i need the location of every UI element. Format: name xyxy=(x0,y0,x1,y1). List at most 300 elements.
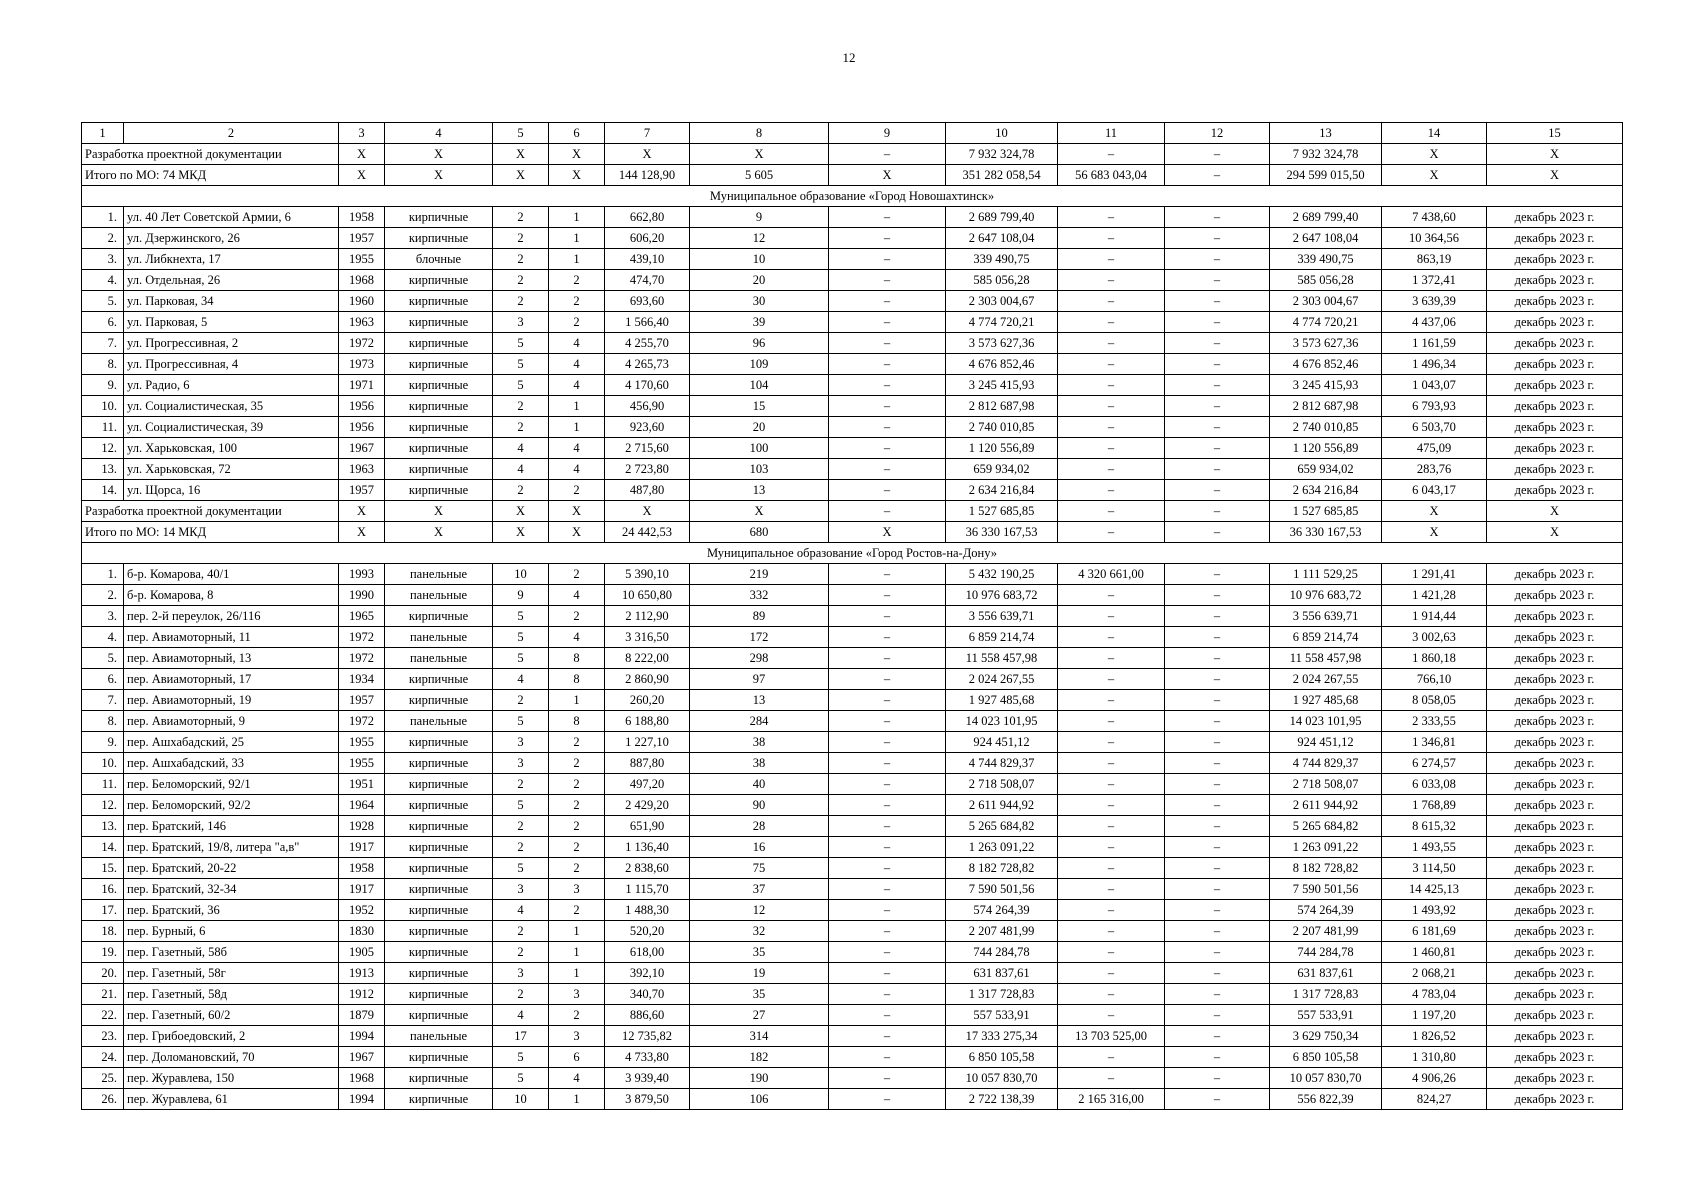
table-cell: Х xyxy=(1382,501,1487,522)
table-cell: декабрь 2023 г. xyxy=(1487,837,1623,858)
table-cell: декабрь 2023 г. xyxy=(1487,1068,1623,1089)
row-number: 10. xyxy=(82,396,124,417)
table-cell: – xyxy=(1165,501,1270,522)
table-cell: кирпичные xyxy=(385,270,493,291)
table-cell: 10 364,56 xyxy=(1382,228,1487,249)
table-cell: – xyxy=(1165,648,1270,669)
table-cell: 4 906,26 xyxy=(1382,1068,1487,1089)
address-cell: пер. Газетный, 60/2 xyxy=(124,1005,339,1026)
table-cell: 2 429,20 xyxy=(605,795,690,816)
table-cell: 104 xyxy=(690,375,829,396)
table-cell: 3 xyxy=(493,879,549,900)
table-row xyxy=(82,837,1623,858)
table-row xyxy=(82,963,1623,984)
table-cell: 2 xyxy=(549,291,605,312)
table-cell: Х xyxy=(385,165,493,186)
table-cell: 20 xyxy=(690,270,829,291)
table-cell: 2 112,90 xyxy=(605,606,690,627)
table-cell: 3 xyxy=(493,312,549,333)
table-cell: 2 xyxy=(549,900,605,921)
table-cell: – xyxy=(1165,459,1270,480)
table-cell: 1958 xyxy=(339,207,385,228)
row-number: 9. xyxy=(82,732,124,753)
column-number-header: 12 xyxy=(1165,123,1270,144)
address-cell: пер. Грибоедовский, 2 xyxy=(124,1026,339,1047)
table-row xyxy=(82,417,1623,438)
table-cell: – xyxy=(829,270,946,291)
table-cell: – xyxy=(1165,1005,1270,1026)
table-row xyxy=(82,648,1623,669)
table-cell: 8 xyxy=(549,711,605,732)
table-cell: 6 274,57 xyxy=(1382,753,1487,774)
table-cell: 7 590 501,56 xyxy=(946,879,1058,900)
table-cell: 3 316,50 xyxy=(605,627,690,648)
table-cell: 38 xyxy=(690,732,829,753)
address-cell: пер. Авиамоторный, 11 xyxy=(124,627,339,648)
table-cell: 1 310,80 xyxy=(1382,1047,1487,1068)
column-number-header: 6 xyxy=(549,123,605,144)
table-cell: 1972 xyxy=(339,648,385,669)
table-cell: 6 859 214,74 xyxy=(1270,627,1382,648)
table-cell: декабрь 2023 г. xyxy=(1487,207,1623,228)
table-cell: 11 558 457,98 xyxy=(1270,648,1382,669)
table-cell: 2 xyxy=(549,480,605,501)
table-cell: – xyxy=(829,396,946,417)
table-row xyxy=(82,942,1623,963)
table-cell: – xyxy=(1165,732,1270,753)
table-cell: 2 xyxy=(493,270,549,291)
table-cell: 5 xyxy=(493,606,549,627)
table-cell: – xyxy=(829,753,946,774)
table-cell: – xyxy=(1058,480,1165,501)
table-row xyxy=(82,858,1623,879)
table-cell: 3 245 415,93 xyxy=(1270,375,1382,396)
table-cell: – xyxy=(1165,690,1270,711)
table-cell: 2 740 010,85 xyxy=(1270,417,1382,438)
table-cell: – xyxy=(829,1047,946,1068)
table-cell: – xyxy=(1165,1089,1270,1110)
table-cell: 1 927 485,68 xyxy=(1270,690,1382,711)
table-row xyxy=(82,732,1623,753)
table-cell: Х xyxy=(493,501,549,522)
table-cell: 3 939,40 xyxy=(605,1068,690,1089)
table-cell: 13 xyxy=(690,690,829,711)
table-cell: 1 421,28 xyxy=(1382,585,1487,606)
table-cell: 2 xyxy=(493,942,549,963)
table-cell: декабрь 2023 г. xyxy=(1487,627,1623,648)
table-cell: – xyxy=(829,354,946,375)
table-cell: – xyxy=(1165,354,1270,375)
table-cell: 6 859 214,74 xyxy=(946,627,1058,648)
table-cell: – xyxy=(829,606,946,627)
table-cell: 1 488,30 xyxy=(605,900,690,921)
address-cell: пер. 2-й переулок, 26/116 xyxy=(124,606,339,627)
table-cell: 2 024 267,55 xyxy=(946,669,1058,690)
table-cell: 8 222,00 xyxy=(605,648,690,669)
table-cell: 5 xyxy=(493,1047,549,1068)
table-cell: 923,60 xyxy=(605,417,690,438)
address-cell: пер. Братский, 20-22 xyxy=(124,858,339,879)
table-cell: 2 xyxy=(549,816,605,837)
table-cell: – xyxy=(1058,837,1165,858)
table-row xyxy=(82,270,1623,291)
table-cell: – xyxy=(1165,165,1270,186)
table-cell: Х xyxy=(1382,522,1487,543)
table-cell: кирпичные xyxy=(385,459,493,480)
table-cell: Х xyxy=(1487,165,1623,186)
table-cell: кирпичные xyxy=(385,333,493,354)
table-row xyxy=(82,354,1623,375)
table-cell: кирпичные xyxy=(385,732,493,753)
address-cell: б-р. Комарова, 8 xyxy=(124,585,339,606)
table-cell: кирпичные xyxy=(385,312,493,333)
row-number: 11. xyxy=(82,774,124,795)
table-cell: – xyxy=(1058,669,1165,690)
column-number-header: 7 xyxy=(605,123,690,144)
table-cell: – xyxy=(1165,270,1270,291)
table-cell: – xyxy=(1058,816,1165,837)
table-cell: 1 372,41 xyxy=(1382,270,1487,291)
table-cell: 4 xyxy=(549,375,605,396)
table-cell: 1 860,18 xyxy=(1382,648,1487,669)
table-cell: 3 xyxy=(493,963,549,984)
table-cell: 1913 xyxy=(339,963,385,984)
table-cell: Х xyxy=(339,165,385,186)
table-cell: 1 xyxy=(549,228,605,249)
table-cell: Х xyxy=(549,165,605,186)
column-number-header: 13 xyxy=(1270,123,1382,144)
table-cell: – xyxy=(1165,795,1270,816)
row-number: 23. xyxy=(82,1026,124,1047)
table-cell: 1990 xyxy=(339,585,385,606)
table-cell: 1 xyxy=(549,963,605,984)
table-cell: декабрь 2023 г. xyxy=(1487,648,1623,669)
table-cell: 5 xyxy=(493,354,549,375)
table-row xyxy=(82,1068,1623,1089)
table-cell: 1960 xyxy=(339,291,385,312)
table-cell: кирпичные xyxy=(385,207,493,228)
table-cell: – xyxy=(1058,984,1165,1005)
table-cell: – xyxy=(1165,984,1270,1005)
table-cell: 27 xyxy=(690,1005,829,1026)
table-cell: – xyxy=(829,438,946,459)
table-row xyxy=(82,1089,1623,1110)
table-row xyxy=(82,1047,1623,1068)
table-cell: – xyxy=(1165,564,1270,585)
table-cell: – xyxy=(1058,942,1165,963)
row-number: 1. xyxy=(82,207,124,228)
summary-row xyxy=(82,522,1623,543)
table-row xyxy=(82,375,1623,396)
table-row xyxy=(82,627,1623,648)
table-cell: декабрь 2023 г. xyxy=(1487,732,1623,753)
address-cell: ул. Социалистическая, 39 xyxy=(124,417,339,438)
table-cell: 14 023 101,95 xyxy=(1270,711,1382,732)
table-cell: 2 xyxy=(549,564,605,585)
table-cell: 24 442,53 xyxy=(605,522,690,543)
table-cell: 12 735,82 xyxy=(605,1026,690,1047)
table-cell: 2 165 316,00 xyxy=(1058,1089,1165,1110)
row-number: 19. xyxy=(82,942,124,963)
table-cell: 3 xyxy=(493,753,549,774)
table-cell: 618,00 xyxy=(605,942,690,963)
table-cell: 2 xyxy=(493,249,549,270)
table-row xyxy=(82,984,1623,1005)
table-cell: Х xyxy=(493,522,549,543)
table-cell: – xyxy=(829,816,946,837)
table-cell: – xyxy=(1058,858,1165,879)
table-cell: Х xyxy=(339,144,385,165)
table-cell: 4 437,06 xyxy=(1382,312,1487,333)
table-cell: 1994 xyxy=(339,1089,385,1110)
table-row xyxy=(82,228,1623,249)
table-cell: 1 111 529,25 xyxy=(1270,564,1382,585)
address-cell: пер. Братский, 146 xyxy=(124,816,339,837)
table-cell: 10 976 683,72 xyxy=(1270,585,1382,606)
table-cell: 2 xyxy=(493,228,549,249)
table-cell: 1958 xyxy=(339,858,385,879)
table-cell: 1967 xyxy=(339,1047,385,1068)
table-cell: 585 056,28 xyxy=(1270,270,1382,291)
table-cell: 1955 xyxy=(339,753,385,774)
row-number: 25. xyxy=(82,1068,124,1089)
table-cell: – xyxy=(829,774,946,795)
table-cell: кирпичные xyxy=(385,921,493,942)
address-cell: пер. Журавлева, 150 xyxy=(124,1068,339,1089)
table-cell: кирпичные xyxy=(385,816,493,837)
row-number: 4. xyxy=(82,270,124,291)
table-cell: – xyxy=(1165,774,1270,795)
row-number: 10. xyxy=(82,753,124,774)
table-cell: 219 xyxy=(690,564,829,585)
table-cell: 5 265 684,82 xyxy=(1270,816,1382,837)
table-cell: 1 120 556,89 xyxy=(1270,438,1382,459)
table-cell: – xyxy=(1165,291,1270,312)
table-cell: 4 xyxy=(549,333,605,354)
table-cell: – xyxy=(1165,333,1270,354)
table-cell: 1 291,41 xyxy=(1382,564,1487,585)
table-cell: декабрь 2023 г. xyxy=(1487,396,1623,417)
table-cell: кирпичные xyxy=(385,690,493,711)
table-cell: декабрь 2023 г. xyxy=(1487,1089,1623,1110)
table-cell: 662,80 xyxy=(605,207,690,228)
table-cell: – xyxy=(1058,333,1165,354)
table-cell: 4 xyxy=(493,459,549,480)
table-cell: кирпичные xyxy=(385,480,493,501)
table-cell: декабрь 2023 г. xyxy=(1487,942,1623,963)
table-cell: панельные xyxy=(385,627,493,648)
table-cell: – xyxy=(1165,249,1270,270)
page-number: 12 xyxy=(842,50,856,65)
address-cell: пер. Авиамоторный, 13 xyxy=(124,648,339,669)
table-cell: – xyxy=(1058,1005,1165,1026)
table-cell: декабрь 2023 г. xyxy=(1487,480,1623,501)
section-heading: Муниципальное образование «Город Новошахтинск» xyxy=(82,186,1623,207)
table-cell: Х xyxy=(549,144,605,165)
table-cell: 5 605 xyxy=(690,165,829,186)
table-cell: 3 xyxy=(493,732,549,753)
table-cell: – xyxy=(1165,837,1270,858)
table-cell: 3 573 627,36 xyxy=(1270,333,1382,354)
table-cell: – xyxy=(1058,585,1165,606)
table-cell: 10 xyxy=(690,249,829,270)
table-cell: 3 879,50 xyxy=(605,1089,690,1110)
table-cell: 1 263 091,22 xyxy=(946,837,1058,858)
table-cell: 1956 xyxy=(339,396,385,417)
table-cell: 1 496,34 xyxy=(1382,354,1487,375)
table-cell: Х xyxy=(549,522,605,543)
table-cell: декабрь 2023 г. xyxy=(1487,270,1623,291)
table-cell: 35 xyxy=(690,984,829,1005)
table-cell: – xyxy=(1058,690,1165,711)
table-cell: 2 xyxy=(493,984,549,1005)
table-cell: декабрь 2023 г. xyxy=(1487,1026,1623,1047)
table-cell: декабрь 2023 г. xyxy=(1487,375,1623,396)
table-cell: 1972 xyxy=(339,333,385,354)
table-cell: 744 284,78 xyxy=(1270,942,1382,963)
table-cell: декабрь 2023 г. xyxy=(1487,1047,1623,1068)
table-cell: Х xyxy=(339,522,385,543)
table-row xyxy=(82,900,1623,921)
table-cell: 2 xyxy=(493,921,549,942)
table-cell: 1955 xyxy=(339,732,385,753)
table-cell: Х xyxy=(829,165,946,186)
table-cell: 32 xyxy=(690,921,829,942)
table-cell: 4 783,04 xyxy=(1382,984,1487,1005)
table-cell: – xyxy=(829,690,946,711)
summary-label: Разработка проектной документации xyxy=(82,144,339,165)
table-cell: панельные xyxy=(385,564,493,585)
table-cell: кирпичные xyxy=(385,753,493,774)
table-row xyxy=(82,816,1623,837)
table-cell: – xyxy=(1058,732,1165,753)
table-cell: 2 647 108,04 xyxy=(946,228,1058,249)
table-cell: кирпичные xyxy=(385,984,493,1005)
table-cell: 1956 xyxy=(339,417,385,438)
table-cell: – xyxy=(1058,249,1165,270)
table-cell: кирпичные xyxy=(385,1047,493,1068)
table-cell: 1 136,40 xyxy=(605,837,690,858)
row-number: 6. xyxy=(82,312,124,333)
table-cell: 182 xyxy=(690,1047,829,1068)
table-cell: 2 068,21 xyxy=(1382,963,1487,984)
table-cell: Х xyxy=(829,522,946,543)
table-cell: 1 768,89 xyxy=(1382,795,1487,816)
table-cell: 2 689 799,40 xyxy=(946,207,1058,228)
table-cell: 497,20 xyxy=(605,774,690,795)
table-cell: Х xyxy=(605,144,690,165)
table-cell: 2 xyxy=(549,753,605,774)
table-cell: 3 002,63 xyxy=(1382,627,1487,648)
address-cell: пер. Авиамоторный, 9 xyxy=(124,711,339,732)
table-cell: – xyxy=(1058,438,1165,459)
table-cell: 2 xyxy=(549,795,605,816)
address-cell: пер. Ашхабадский, 25 xyxy=(124,732,339,753)
table-cell: кирпичные xyxy=(385,1089,493,1110)
table-cell: – xyxy=(1058,921,1165,942)
address-cell: ул. Дзержинского, 26 xyxy=(124,228,339,249)
table-cell: – xyxy=(1165,1068,1270,1089)
table-cell: 1 xyxy=(549,417,605,438)
table-cell: 2 303 004,67 xyxy=(946,291,1058,312)
table-cell: декабрь 2023 г. xyxy=(1487,963,1623,984)
table-cell: 37 xyxy=(690,879,829,900)
table-cell: – xyxy=(1165,858,1270,879)
table-cell: 1 043,07 xyxy=(1382,375,1487,396)
table-cell: 887,80 xyxy=(605,753,690,774)
table-cell: 651,90 xyxy=(605,816,690,837)
table-cell: 1973 xyxy=(339,354,385,375)
table-cell: 2 xyxy=(493,690,549,711)
table-cell: 2 722 138,39 xyxy=(946,1089,1058,1110)
table-cell: 3 245 415,93 xyxy=(946,375,1058,396)
table-cell: 2 715,60 xyxy=(605,438,690,459)
table-cell: 3 xyxy=(549,1026,605,1047)
table-cell: кирпичные xyxy=(385,942,493,963)
table-cell: 7 932 324,78 xyxy=(1270,144,1382,165)
table-cell: – xyxy=(829,501,946,522)
table-cell: панельные xyxy=(385,1026,493,1047)
table-cell: Х xyxy=(385,522,493,543)
table-cell: Х xyxy=(493,144,549,165)
row-number: 5. xyxy=(82,291,124,312)
table-cell: 36 330 167,53 xyxy=(946,522,1058,543)
table-cell: – xyxy=(1058,774,1165,795)
table-cell: 2 xyxy=(549,858,605,879)
table-cell: 2 xyxy=(493,774,549,795)
table-cell: – xyxy=(829,1005,946,1026)
table-cell: – xyxy=(1058,354,1165,375)
table-cell: кирпичные xyxy=(385,291,493,312)
table-cell: – xyxy=(1058,1047,1165,1068)
table-cell: 3 556 639,71 xyxy=(1270,606,1382,627)
table-cell: декабрь 2023 г. xyxy=(1487,354,1623,375)
table-cell: 766,10 xyxy=(1382,669,1487,690)
table-cell: 474,70 xyxy=(605,270,690,291)
table-cell: 6 xyxy=(549,1047,605,1068)
table-body xyxy=(82,123,1623,1110)
table-cell: – xyxy=(1165,942,1270,963)
table-cell: 1934 xyxy=(339,669,385,690)
table-row xyxy=(82,1005,1623,1026)
address-cell: ул. Прогрессивная, 2 xyxy=(124,333,339,354)
table-cell: 4 676 852,46 xyxy=(1270,354,1382,375)
table-cell: 2 740 010,85 xyxy=(946,417,1058,438)
summary-label: Разработка проектной документации xyxy=(82,501,339,522)
table-cell: – xyxy=(829,837,946,858)
table-cell: 109 xyxy=(690,354,829,375)
table-cell: 1963 xyxy=(339,459,385,480)
table-cell: – xyxy=(829,921,946,942)
table-cell: декабрь 2023 г. xyxy=(1487,879,1623,900)
table-cell: – xyxy=(829,585,946,606)
column-number-header: 8 xyxy=(690,123,829,144)
table-cell: – xyxy=(829,459,946,480)
summary-label: Итого по МО: 14 МКД xyxy=(82,522,339,543)
table-cell: декабрь 2023 г. xyxy=(1487,417,1623,438)
table-cell: 6 850 105,58 xyxy=(1270,1047,1382,1068)
row-number: 17. xyxy=(82,900,124,921)
table-cell: 2 xyxy=(549,606,605,627)
table-cell: 2 718 508,07 xyxy=(946,774,1058,795)
table-cell: 2 xyxy=(493,207,549,228)
table-cell: – xyxy=(829,312,946,333)
table-cell: 56 683 043,04 xyxy=(1058,165,1165,186)
table-cell: 19 xyxy=(690,963,829,984)
table-cell: 1928 xyxy=(339,816,385,837)
table-cell: – xyxy=(1165,585,1270,606)
table-cell: 680 xyxy=(690,522,829,543)
